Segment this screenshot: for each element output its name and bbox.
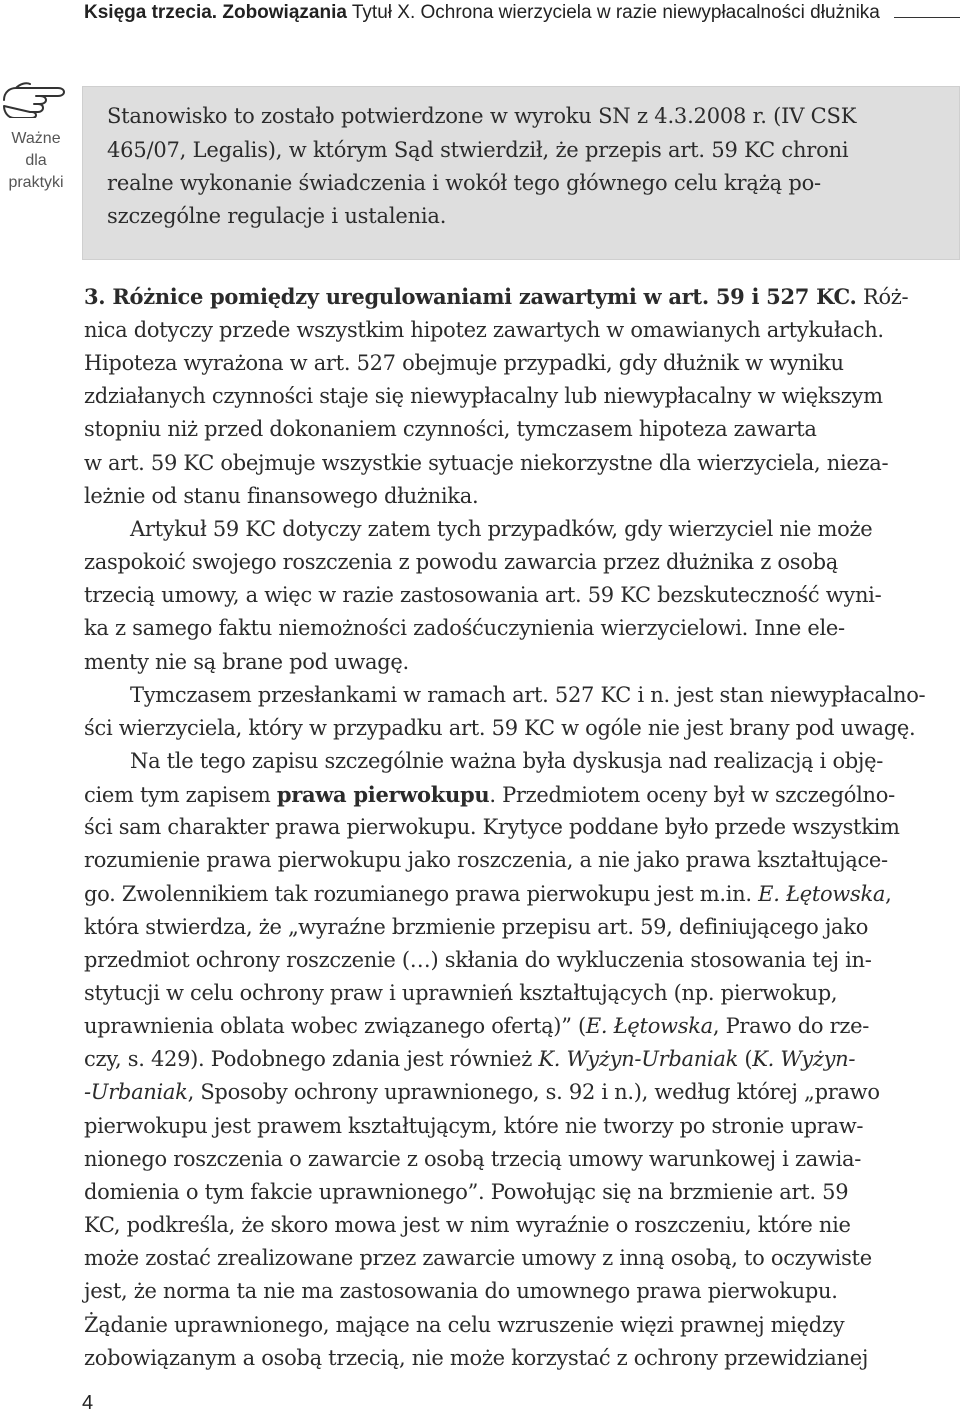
note-line: szczególne regulacje i ustalenia.: [107, 204, 447, 228]
body-line: ści wierzyciela, który w przypadku art. 59 KC w ogóle nie jest brany pod uwagę.: [84, 715, 916, 740]
body-line: stytucji w celu ochrony praw i uprawnień kształtujących (np. pierwokup,: [84, 981, 838, 1005]
body-line: ka z samego faktu niemożności zadośćuczynienia wierzycielowi. Inne ele-: [84, 616, 845, 641]
margin-label-line: dla: [25, 152, 47, 169]
body-line: Hipoteza wyrażona w art. 527 obejmuje przypadki, gdy dłużnik w wyniku: [84, 351, 844, 376]
pointing-hand-icon: [0, 78, 74, 118]
body-text-run: , Prawo do rze-: [712, 1014, 870, 1039]
section-heading-tail: Róż-: [856, 285, 909, 309]
body-line: [84, 1080, 880, 1104]
body-text-run: uprawnienia oblata wobec związanego ofertą)” (: [84, 1014, 586, 1039]
body-line: stopniu niż przed dokonaniem czynności, tymczasem hipoteza zawarta: [84, 417, 817, 442]
body-line: nionego roszczenia o zawarcie z osobą trzecią umowy warunkowej i zawia-: [84, 1146, 862, 1171]
italic-author: E. Łętowska: [758, 881, 886, 906]
body-text-run: go. Zwolennikiem tak rozumianego prawa pierwokupu jest m.in.: [84, 881, 759, 906]
margin-label-line: praktyki: [8, 174, 64, 191]
header-title: Tytuł X. Ochrona wierzyciela w razie niewypłacalności dłużnika: [351, 2, 880, 23]
body-line: Żądanie uprawnionego, mające na celu wzruszenie więzi prawnej między: [84, 1312, 845, 1337]
body-line: leżnie od stanu finansowego dłużnika.: [84, 483, 479, 508]
body-line: [84, 1047, 855, 1071]
body-line: zdziałanych czynności staje się niewypłacalny lub niewypłacalny w większym: [84, 384, 883, 409]
body-line: Na tle tego zapisu szczególnie ważna była dyskusja nad realizacją i obję-: [130, 749, 884, 773]
body-line: [84, 782, 895, 807]
italic-author: K. Wyżyn-Urbaniak: [538, 1047, 738, 1072]
body-text-run: czy, s. 429). Podobnego zdania jest również: [84, 1047, 539, 1072]
body-line: menty nie są brane pod uwagę.: [84, 649, 409, 674]
note-line: realne wykonanie świadczenia i wokół tego głównego celu krążą po-: [107, 171, 821, 195]
body-line: rozumienie prawa pierwokupu jako roszczenia, a nie jako prawa kształtujące-: [84, 848, 888, 873]
body-text-run: ,: [885, 881, 892, 906]
body-line: w art. 59 KC obejmuje wszystkie sytuacje niekorzystne dla wierzyciela, nieza-: [84, 450, 889, 475]
margin-note-label: [0, 128, 72, 194]
body-line: [84, 1014, 869, 1038]
header-rule: [894, 17, 960, 18]
body-line: nica dotyczy przede wszystkim hipotez zawartych w omawianych artykułach.: [84, 318, 884, 342]
body-line: domienia o tym fakcie uprawnionego”. Powołując się na brzmienie art. 59: [84, 1179, 849, 1204]
body-text-run: , Sposoby ochrony uprawnionego, s. 92 i n.), według której „prawo: [187, 1080, 880, 1105]
header-part: Zobowiązania: [222, 2, 347, 23]
section-heading-line: [84, 284, 908, 309]
body-line: KC, podkreśla, że skoro mowa jest w nim wyraźnie o roszczeniu, które nie: [84, 1213, 851, 1237]
body-line: Artykuł 59 KC dotyczy zatem tych przypadków, gdy wierzyciel nie może: [130, 516, 873, 541]
body-line: przedmiot ochrony roszczenie (…) skłania do wykluczenia stosowania tej in-: [84, 947, 872, 972]
body-text-run: ciem tym zapisem: [84, 783, 277, 808]
note-line: Stanowisko to zostało potwierdzone w wyroku SN z 4.3.2008 r. (IV CSK: [107, 104, 857, 128]
body-line: może zostać zrealizowane przez zawarcie umowy z inną osobą, to oczywiste: [84, 1246, 872, 1271]
body-line: jest, że norma ta nie ma zastosowania do umownego prawa pierwokupu.: [84, 1279, 838, 1304]
body-line: pierwokupu jest prawem kształtującym, które nie tworzy po stronie upraw-: [84, 1113, 864, 1138]
italic-author: K. Wyżyn-: [752, 1047, 856, 1072]
header-book: Księga trzecia.: [84, 2, 218, 23]
body-text-run: (: [738, 1047, 753, 1072]
body-line: zaspokoić swojego roszczenia z powodu zawarcia przez dłużnika z osobą: [84, 550, 838, 574]
body-line: Tymczasem przesłankami w ramach art. 527 KC i n. jest stan niewypłacalno-: [130, 682, 926, 707]
bold-term: prawa pierwokupu: [276, 782, 490, 808]
section-heading: 3. Różnice pomiędzy uregulowaniami zawartymi w art. 59 i 527 KC.: [84, 284, 857, 309]
margin-label-line: Ważne: [11, 130, 61, 147]
body-line: która stwierdza, że „wyraźne brzmienie przepisu art. 59, definiującego jako: [84, 914, 869, 939]
body-line: [84, 882, 892, 906]
italic-author: E. Łętowska: [585, 1014, 713, 1039]
body-line: trzecią umowy, a więc w razie zastosowania art. 59 KC bezskuteczność wyni-: [84, 583, 882, 608]
note-line: 465/07, Legalis), w którym Sąd stwierdził, że przepis art. 59 KC chroni: [107, 138, 849, 162]
running-header: [84, 2, 960, 28]
body-line: ści sam charakter prawa pierwokupu. Krytyce poddane było przede wszystkim: [84, 815, 900, 840]
page-number: 4: [82, 1392, 94, 1414]
italic-author: -Urbaniak: [84, 1080, 188, 1105]
body-text-run: . Przedmiotem oceny był w szczególno-: [489, 783, 895, 808]
body-line: zobowiązanym a osobą trzecią, nie może korzystać z ochrony przewidzianej: [84, 1345, 869, 1370]
